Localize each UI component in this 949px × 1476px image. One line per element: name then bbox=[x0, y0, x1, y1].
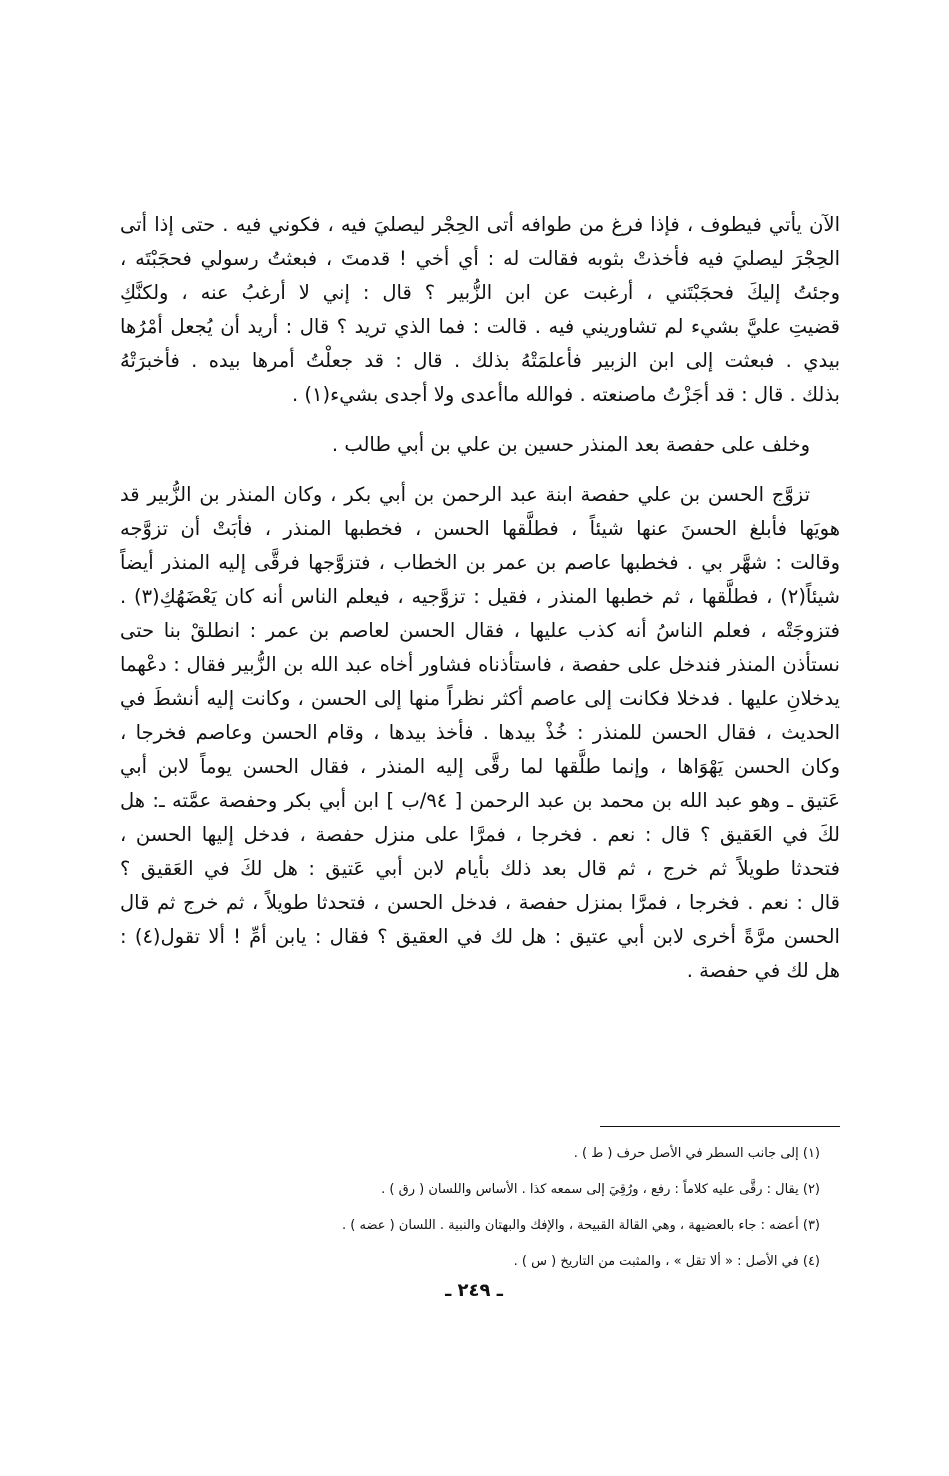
footnote-2: (٢) يقال : رقَّى عليه كلاماً : رفع ، ورُقِيَ إلى سمعه كذا . الأساس واللسان ( رق ) . bbox=[381, 1182, 820, 1197]
text-line: الحديث ، فقال الحسن للمنذر : خُذْ بيدها . فأخذ بيدها ، وقام الحسن وعاصم فخرجا ، bbox=[120, 721, 840, 744]
paragraph-2 bbox=[120, 428, 840, 462]
text-line: الحِجْرَ ليصليَ فيه فأخذتْ بثوبه فقالت له : أي أخي ! قدمتَ ، فبعثتُ رسولي فحجَبْتَه ، bbox=[120, 247, 840, 270]
text-line: وخلف على حفصة بعد المنذر حسين بن علي بن أبي طالب . bbox=[331, 433, 810, 456]
text-line: الآن يأتي فيطوف ، فإذا فرغ من طوافه أتى الحِجْر ليصليَ فيه ، فكوني فيه . حتى إذا أتى bbox=[120, 213, 840, 236]
page-number: ـ ٢٤٩ ـ bbox=[445, 1280, 503, 1301]
footnotes bbox=[120, 1136, 820, 1280]
text-line: قال : نعم . فخرجا ، فمرَّا بمنزل حفصة ، فدخل الحسن ، فتحدثا طويلاً ، ثم خرج ثم قال bbox=[120, 891, 840, 914]
text-line: الحسن مرَّةً أخرى لابن أبي عتيق : هل لك في العقيق ؟ فقال : يابن أمِّ ! ألا تقول(٤) : bbox=[120, 925, 840, 948]
text-line: بذلك . قال : قد أجَزْتُ ماصنعته . فوالله ماأعدى ولا أجدى بشيء(١) . bbox=[291, 383, 840, 406]
footnote-divider bbox=[600, 1126, 840, 1127]
text-line: وكان الحسن يَهْوَاها ، وإنما طلَّقها لما رقَّى إليه المنذر ، فقال الحسن يوماً لابن أبي bbox=[120, 755, 840, 778]
footnote-4: (٤) في الأصل : « ألا تقل » ، والمثبت من التاريخ ( س ) . bbox=[513, 1254, 820, 1269]
paragraph-spacer bbox=[120, 462, 840, 478]
text-line: فتحدثا طويلاً ثم خرج ، ثم قال بعد ذلك بأيام لابن أبي عَتيق : هل لكَ في العَقيق ؟ bbox=[120, 857, 840, 880]
footnote-3: (٣) أعضه : جاء بالعضيهة ، وهي القالة القبيحة ، والإفك والبهتان والنبية . اللسان ( عضه ) . bbox=[342, 1218, 820, 1233]
paragraph-3 bbox=[120, 478, 840, 988]
text-line: عَتيق ـ وهو عبد الله بن محمد بن عبد الرحمن [ ٩٤/ب ] ابن أبي بكر وحفصة عمَّته ـ: هل bbox=[120, 789, 840, 812]
paragraph-spacer bbox=[120, 412, 840, 428]
footnote-1: (١) إلى جانب السطر في الأصل حرف ( ط ) . bbox=[573, 1146, 820, 1161]
text-line: شيئاً(٢) ، فطلَّقها ، ثم خطبها المنذر ، فقيل : تزوَّجيه ، فيعلم الناس أنه كان يَعْضَهُكِ(٣) . bbox=[120, 585, 840, 608]
text-line: نستأذن المنذر فندخل على حفصة ، فاستأذناه فشاور أخاه عبد الله بن الزُّبير فقال : دعْهما bbox=[120, 653, 840, 676]
text-line: وقالت : شهَّر بي . فخطبها عاصم بن عمر بن الخطاب ، فتزوَّجها فرقَّى إليه المنذر أيضاً bbox=[120, 551, 840, 574]
text-line: هويَها فأبلغ الحسنَ عنها شيئاً ، فطلَّقها الحسن ، فخطبها المنذر ، فأبَتْ أن تزوَّجه bbox=[120, 517, 840, 540]
text-line: تزوَّج الحسن بن علي حفصة ابنة عبد الرحمن بن أبي بكر ، وكان المنذر بن الزُّبير قد bbox=[120, 483, 810, 506]
paragraph-1 bbox=[120, 208, 840, 412]
text-line: يدخلانِ عليها . فدخلا فكانت إلى عاصم أكثر نظراً منها إلى الحسن ، وكانت إليه أنشطَ في bbox=[120, 687, 840, 710]
text-line: قضيتِ عليَّ بشيء لم تشاوريني فيه . قالت : فما الذي تريد ؟ قال : أريد أن يُجعل أمْرُها bbox=[120, 315, 840, 338]
text-line: هل لك في حفصة . bbox=[686, 959, 840, 982]
text-line: لكَ في العَقيق ؟ قال : نعم . فخرجا ، فمرَّا على منزل حفصة ، فدخل إليها الحسن ، bbox=[120, 823, 840, 846]
text-line: فتزوجَتْه ، فعلم الناسُ أنه كذب عليها ، فقال الحسن لعاصم بن عمر : انطلقْ بنا حتى bbox=[120, 619, 840, 642]
text-line: وجئتُ إليكَ فحجَبْتَني ، أرغبت عن ابن الزُّبير ؟ قال : إني لا أرغبُ عنه ، ولكنَّكِ bbox=[120, 281, 840, 304]
page-body bbox=[120, 200, 840, 988]
text-line: بيدي . فبعثت إلى ابن الزبير فأعلمَتْهُ بذلك . قال : قد جعلْتُ أمرها بيده . فأخبرَتْهُ bbox=[120, 349, 840, 372]
